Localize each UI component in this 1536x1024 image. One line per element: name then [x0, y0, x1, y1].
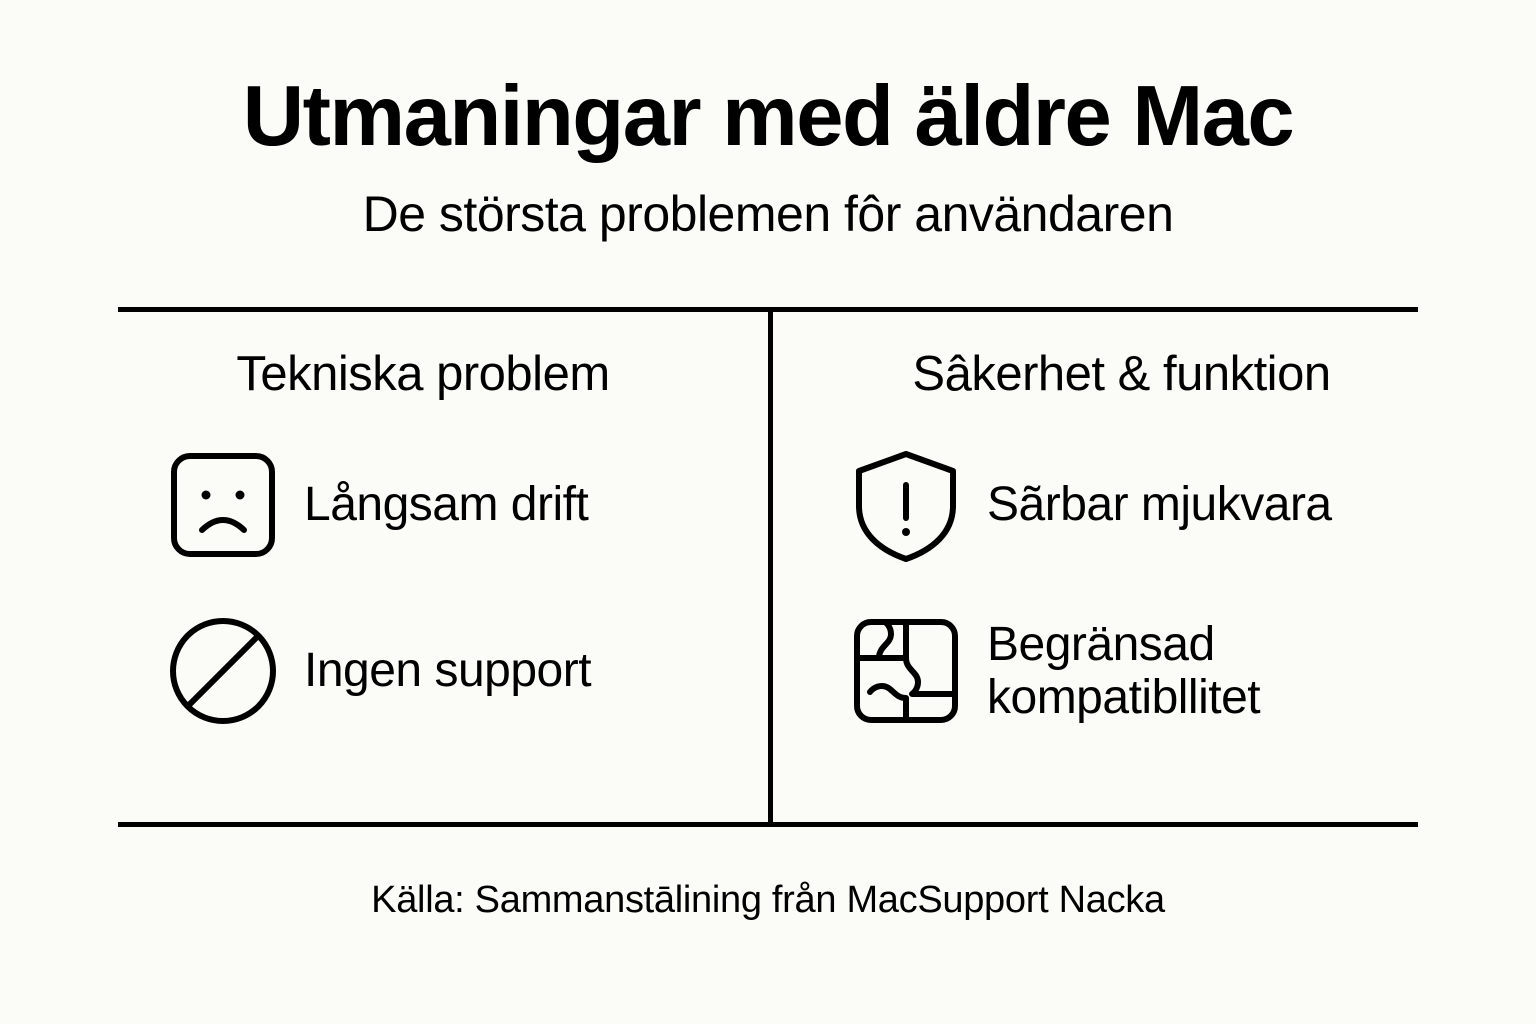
list-item-label: Begränsad kompatibllitet — [987, 617, 1261, 725]
source-caption: Källa: Sammanstālining från MacSupport Nacka — [371, 879, 1165, 922]
list-item — [118, 440, 728, 570]
column-security — [768, 312, 1418, 822]
list-item-label: Sãrbar mjukvara — [987, 478, 1332, 532]
page-title: Utmaningar med äldre Mac — [242, 69, 1294, 164]
columns-container — [118, 312, 1418, 822]
poster-header — [0, 0, 1536, 243]
list-item — [118, 606, 728, 736]
column-technical — [118, 312, 768, 822]
column-heading-technical: Tekniska problem — [236, 347, 610, 402]
list-item — [841, 440, 1418, 570]
puzzle-piece-icon — [841, 606, 971, 736]
shield-alert-icon — [841, 440, 971, 570]
page-subtitle: De största problemen fôr användaren — [362, 186, 1174, 243]
list-item-label: Ingen support — [304, 644, 592, 698]
sad-face-icon — [158, 440, 288, 570]
divider-bottom — [118, 822, 1418, 827]
list-item — [841, 606, 1418, 736]
list-item-label: Långsam drift — [304, 478, 589, 532]
column-heading-security: Sâkerhet & funktion — [912, 347, 1331, 402]
no-entry-icon — [158, 606, 288, 736]
